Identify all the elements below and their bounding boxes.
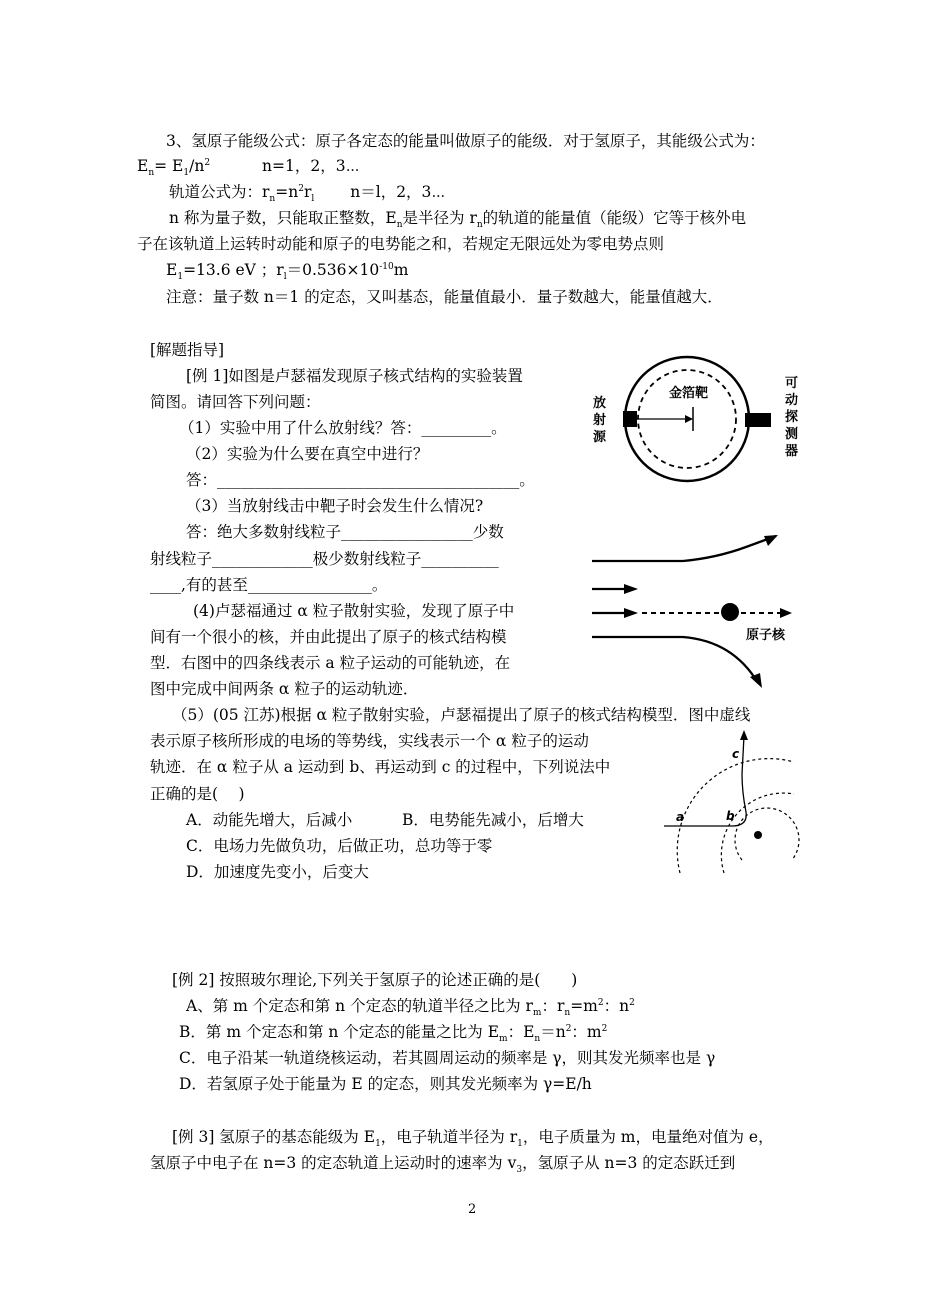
alpha-trajectory-figure: [588, 525, 803, 690]
trajectory-lower: [592, 637, 758, 683]
ex2-option-a: A、第 m 个定态和第 n 个定态的轨道半径之比为 $r_m$：$r_n=m^2$：$n^2$: [186, 997, 635, 1019]
ex1-q4-line1: (4)卢瑟福通过 α 粒子散射实验，发现了原子中: [193, 602, 515, 620]
source-label-3: 源: [593, 430, 607, 445]
ex1-q5-line4: 正确的是( ): [150, 785, 245, 803]
ex2-option-b: B．第 m 个定态和第 n 个定态的能量之比为 $E_m$：$E_n=n^2$：$m^2$: [179, 1023, 608, 1045]
sec3-orbit-formula: 轨道公式为：$r_n=n^2r_l$ n＝l，2，3⋯: [169, 183, 446, 205]
arrow-axis: [780, 608, 792, 618]
nucleus-dot: [721, 603, 739, 621]
ex1-q3-answer2: 射线粒子_____________极少数射线粒子__________: [150, 550, 499, 568]
detector-block: [745, 413, 771, 427]
point-a-label: a: [676, 810, 685, 824]
sec3-line5: 子在该轨道上运转时动能和原子的电势能之和，若规定无限远处为零电势点则: [137, 235, 665, 253]
detector-label-1: 可: [785, 376, 799, 391]
ex1-q4-line2: 间有一个很小的核，并由此提出了原子的核式结构模: [150, 628, 507, 646]
nucleus-label: 原子核: [746, 628, 786, 643]
ex1-q3-answer3: ____,有的甚至________________。: [150, 576, 388, 594]
equipotential-figure: [662, 728, 812, 878]
point-b-label: b: [726, 809, 735, 823]
arrow-upper: [764, 535, 778, 546]
ex2-option-d: D．若氢原子处于能量为 E 的定态，则其发光频率为 γ=E/h: [179, 1075, 592, 1093]
ex2-option-c: C．电子沿某一轨道绕核运动，若其圆周运动的频率是 γ，则其发光频率也是 γ: [179, 1049, 716, 1067]
detector-label-4: 测: [785, 427, 799, 442]
sec3-line6: $E_1=13.6$ eV ；$r_l=0.536\times 10^{-10}m$: [166, 261, 409, 283]
nucleus-point: [754, 831, 762, 839]
ex1-q5-line2: 表示原子核所形成的电场的等势线，实线表示一个 α 粒子的运动: [150, 732, 589, 750]
ex1-line2: 简图。请回答下列问题：: [150, 393, 321, 411]
ex1-option-c: C．电场力先做负功，后做正功，总功等于零: [186, 837, 493, 855]
sec3-line1: 3、氢原子能级公式：原子各定态的能量叫做原子的能级．对于氢原子，其能级公式为：: [166, 132, 765, 150]
sec3-energy-formula: $E_n= E_1/n^2$ n=1，2，3⋯: [137, 157, 360, 179]
trajectory-arrow: [740, 730, 748, 740]
arrow-third: [624, 608, 638, 618]
beam-arrowhead: [685, 415, 693, 423]
source-block: [623, 411, 637, 427]
ex1-option-a: A．动能先增大，后减小: [186, 811, 353, 829]
rutherford-apparatus-figure: [585, 355, 815, 490]
sec3-line7: 注意：量子数 n＝1 的定态，又叫基态，能量值最小．量子数越大，能量值越大．: [166, 288, 723, 306]
point-c-label: c: [732, 747, 740, 761]
source-label-2: 射: [593, 413, 607, 428]
ex1-line1: [例 1]如图是卢瑟福发现原子核式结构的实验装置: [186, 367, 523, 385]
ex1-q4-line3: 型．右图中的四条线表示 a 粒子运动的可能轨迹，在: [150, 654, 511, 672]
ex1-q5-line1: （5）(05 江苏)根据 α 粒子散射实验，卢瑟福提出了原子的核式结构模型．图中虚线: [172, 706, 751, 724]
page-number: 2: [468, 1202, 477, 1217]
detector-label-3: 探: [785, 410, 799, 425]
ex1-option-b: B．电势能先减小，后增大: [402, 811, 584, 829]
ex2-stem: [例 2] 按照玻尔理论,下列关于氢原子的论述正确的是( ): [172, 971, 578, 989]
ex1-q3-answer1: 答：绝大多数射线粒子_________________少数: [186, 523, 504, 541]
ex1-q5-line3: 轨迹．在 α 粒子从 a 运动到 b、再运动到 c 的过程中，下列说法中: [150, 758, 611, 776]
source-label-1: 放: [593, 396, 607, 411]
ex1-q3: （3）当放射线击中靶子时会发生什么情况?: [186, 497, 484, 515]
arrow-second: [624, 584, 638, 594]
detector-label-5: 器: [785, 444, 799, 459]
ex1-q2-answer: 答：_______________________________________。: [186, 471, 535, 489]
ex1-option-d: D．加速度先变小，后变大: [186, 863, 369, 881]
inner-equipotential: [735, 808, 799, 860]
trajectory-upper: [592, 536, 776, 561]
ex3-line1: [例 3] 氢原子的基态能级为 $E_1$，电子轨道半径为 $r_1$，电子质量为 m，电量绝对值为 e，: [172, 1128, 774, 1150]
guide-heading: [解题指导]: [150, 341, 225, 359]
ex1-q1: （1）实验中用了什么放射线？答：_________。: [179, 419, 507, 437]
ex1-q4-line4: 图中完成中间两条 α 粒子的运动轨迹．: [150, 680, 419, 698]
ex3-line2: 氢原子中电子在 n=3 的定态轨道上运动时的速率为 $v_3$，氢原子从 n=3 的定态跃迁到: [150, 1154, 736, 1176]
foil-label: 金箔靶: [669, 386, 709, 401]
detector-label-2: 动: [785, 393, 799, 408]
sec3-line4: n 称为量子数，只能取正整数，$E_n$是半径为 $r_n$的轨道的能量值（能级）它等于核外电: [169, 209, 747, 231]
ex1-q2: （2）实验为什么要在真空中进行？: [186, 445, 429, 463]
